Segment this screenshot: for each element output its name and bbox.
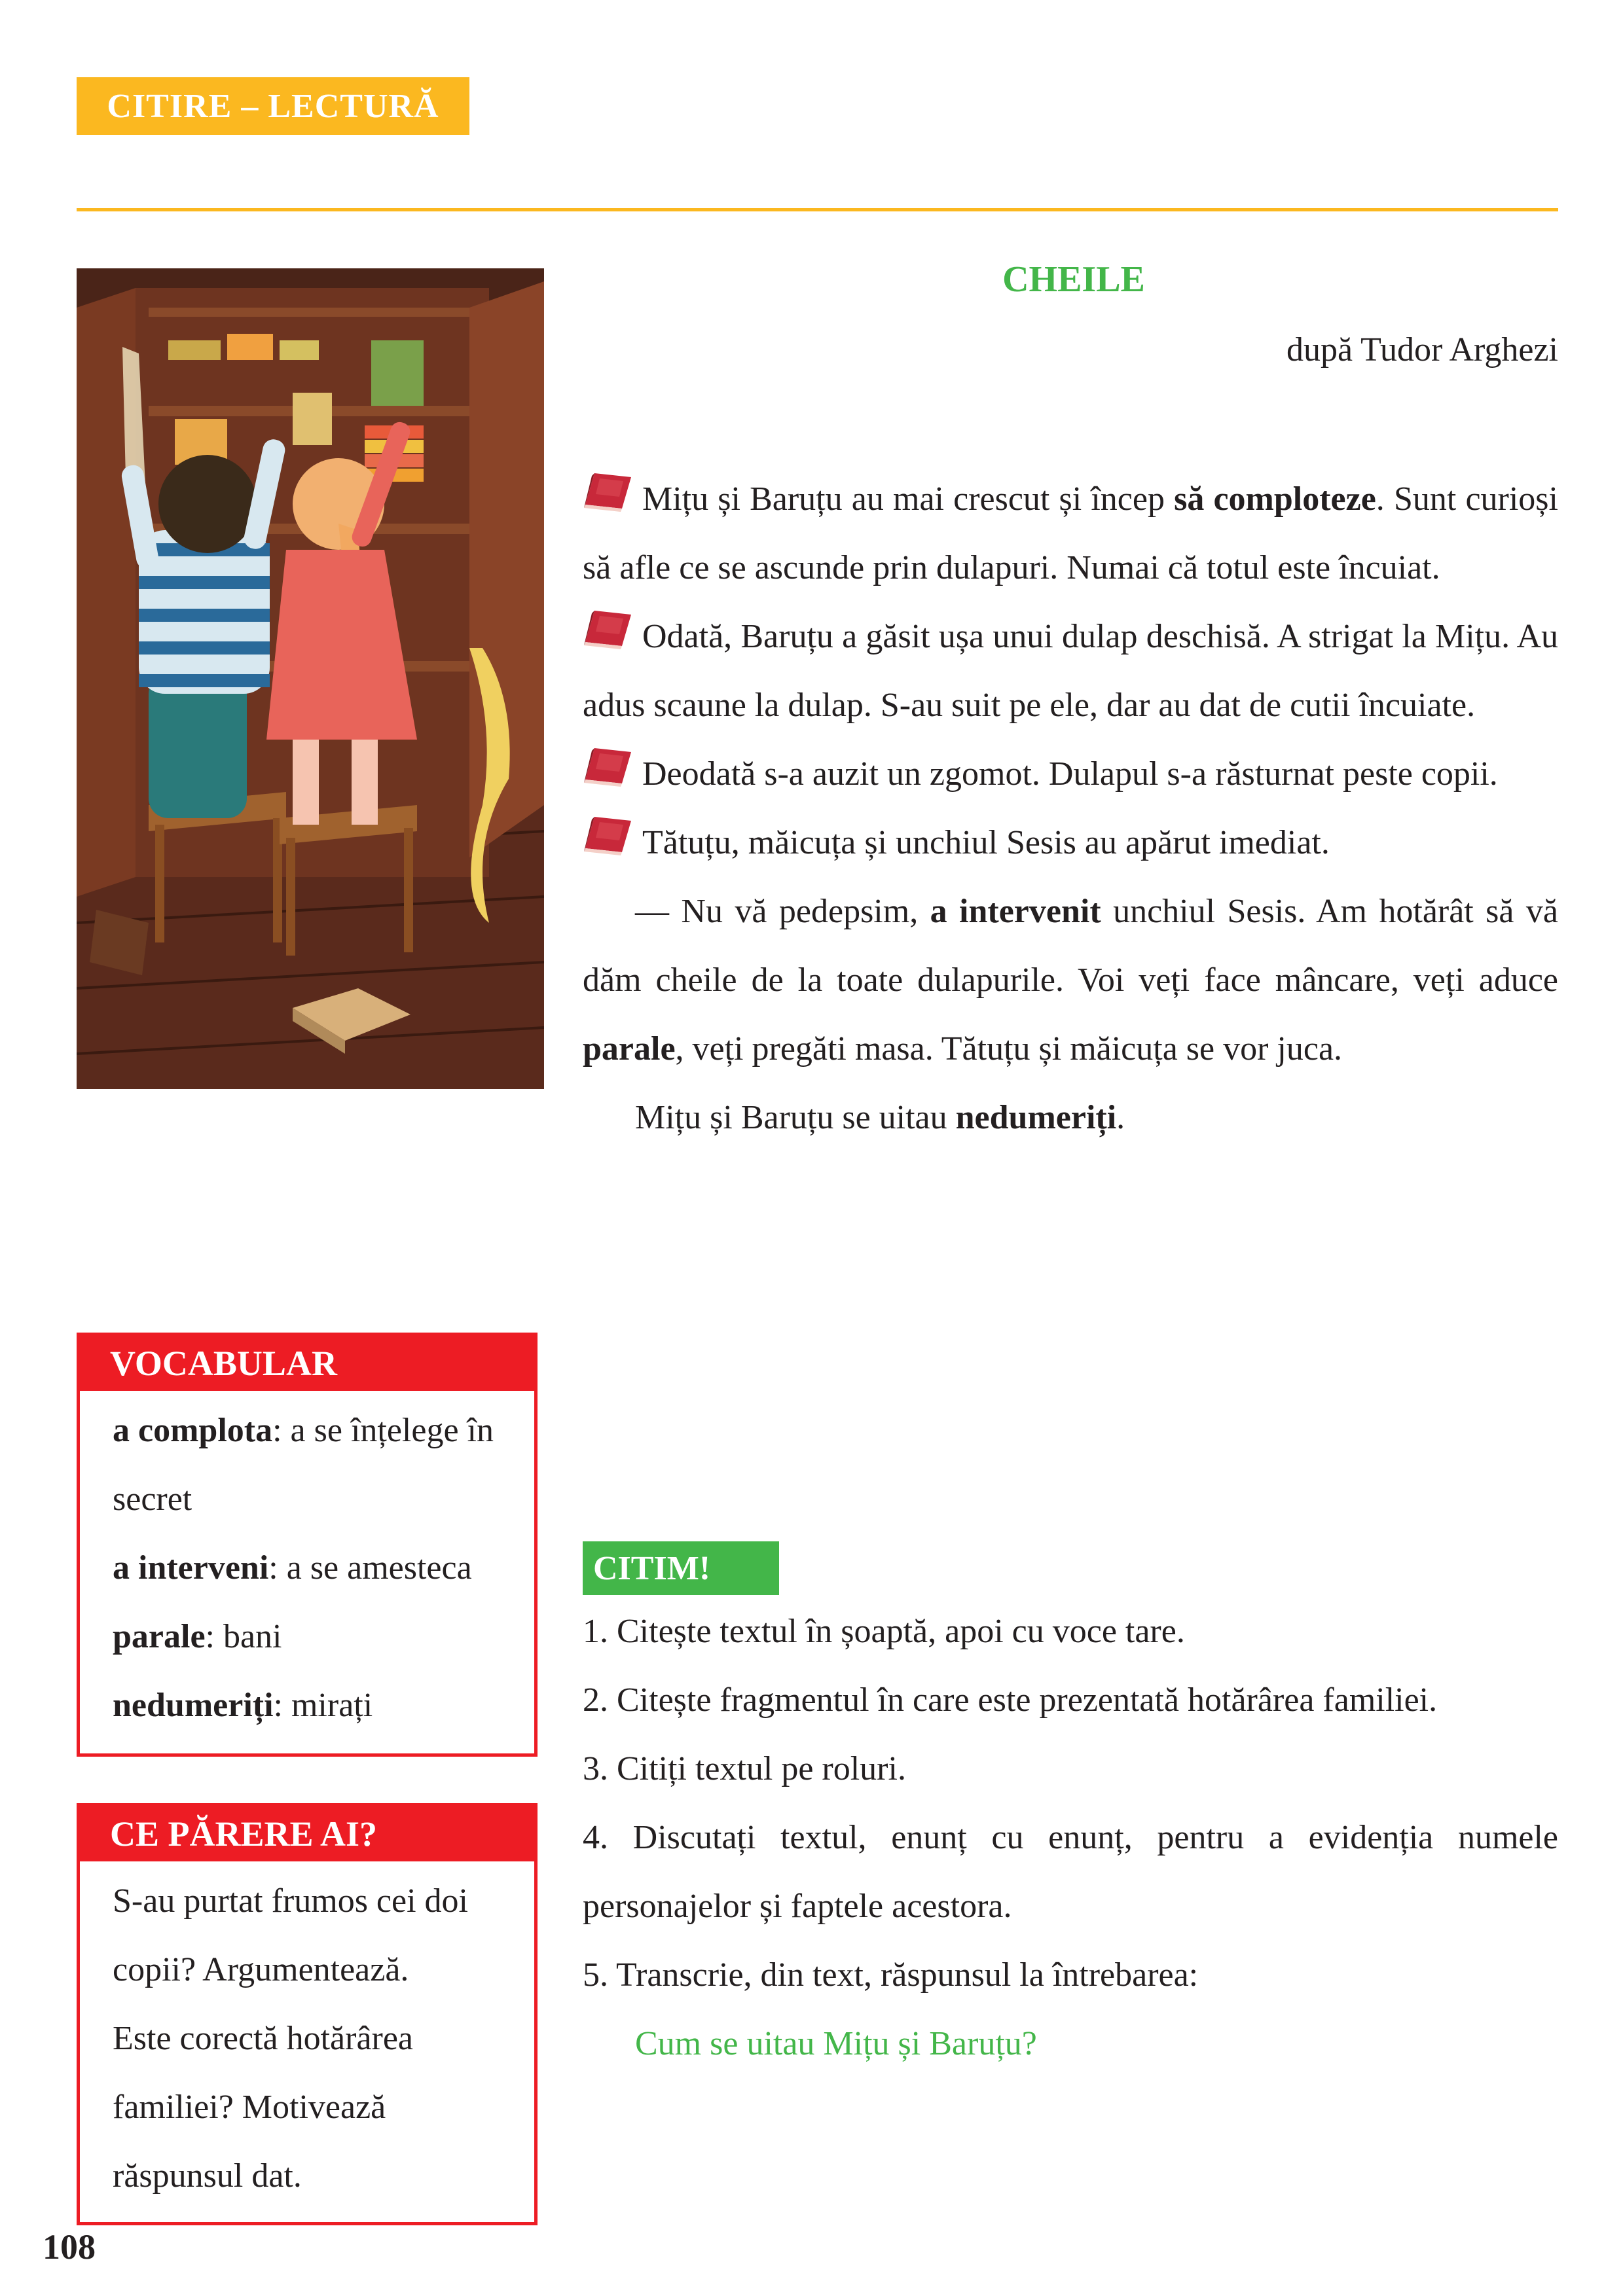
- story-paragraph: [583, 877, 1558, 1083]
- red-book-icon: [583, 471, 632, 512]
- vocab-definition: : a se înțelege în secret: [113, 1412, 494, 1518]
- task-item: 3. Citiți textul pe roluri.: [583, 1750, 906, 1787]
- opinion-question-2: Este corectă hotărârea familiei? Motivează răspunsul dat.: [113, 2020, 414, 2195]
- p5-text-c: unchiul Sesis. Am hotărât să vă dăm cheile de la toate dulapurile. Voi veți face mâncare, veți aduce: [583, 893, 1558, 999]
- vocabulary-item: [113, 1396, 515, 1534]
- vocab-term: nedumeriți: [113, 1687, 274, 1724]
- task-item: 1. Citește textul în șoaptă, apoi cu voce tare.: [583, 1613, 1185, 1650]
- p4-text: Tătuțu, măicuța și unchiul Sesis au apărut imediat.: [642, 824, 1330, 861]
- story-author: după Tudor Arghezi: [1286, 331, 1558, 368]
- story-title: CHEILE: [1002, 259, 1145, 300]
- task-item: 4. Discutați textul, enunț cu enunț, pentru a evidenția numele personajelor și faptele acestora.: [583, 1819, 1558, 1925]
- section-tag: CITIRE – LECTURĂ: [77, 77, 469, 135]
- task-item: 5. Transcrie, din text, răspunsul la întrebarea:: [583, 1956, 1199, 1994]
- story-paragraph: [583, 740, 1558, 808]
- vocab-term: a complota: [113, 1412, 273, 1449]
- page-number: 108: [43, 2227, 96, 2267]
- p5-text-a: — Nu vă pedepsim,: [635, 893, 930, 930]
- opinion-heading: CE PĂRERE AI?: [80, 1806, 534, 1861]
- vocab-definition: : bani: [205, 1618, 282, 1655]
- vocab-term: parale: [113, 1618, 206, 1655]
- story-paragraph: [583, 465, 1558, 602]
- citim-heading: CITIM!: [583, 1541, 779, 1595]
- citim-task-list: [583, 1597, 1558, 2078]
- vocabulary-item: [113, 1534, 515, 1602]
- p6-text-a: Mițu și Baruțu se uitau: [635, 1099, 956, 1136]
- p1-bold: să comploteze: [1174, 480, 1376, 518]
- story-text: [583, 465, 1558, 1152]
- vocab-definition: : a se amesteca: [268, 1549, 472, 1587]
- opinion-question-1: S-au purtat frumos cei doi copii? Argumentează.: [113, 1882, 468, 1988]
- p5-text-e: , veți pregăti masa. Tătuțu și măicuța se vor juca.: [675, 1030, 1343, 1067]
- p5-bold-b: a intervenit: [930, 893, 1101, 930]
- red-book-icon: [583, 814, 632, 856]
- opinion-box: [77, 1803, 538, 2225]
- p2-text: Odată, Baruțu a găsit ușa unui dulap deschisă. A strigat la Mițu. Au adus scaune la dulap. S-au suit pe ele, dar au dat de cutii încuiate.: [583, 618, 1558, 724]
- p1-text-c: . Sunt curioși să afle ce se ascunde prin dulapuri. Numai că totul este încuiat.: [583, 480, 1558, 586]
- red-book-icon: [583, 608, 632, 650]
- story-paragraph: [583, 602, 1558, 740]
- p3-text: Deodată s-a auzit un zgomot. Dulapul s-a răsturnat peste copii.: [642, 755, 1498, 793]
- vocab-definition: : mirați: [273, 1687, 373, 1724]
- story-paragraph: [583, 808, 1558, 877]
- vocabulary-heading: VOCABULAR: [80, 1336, 534, 1391]
- p6-text-c: .: [1116, 1099, 1125, 1136]
- vocab-term: a interveni: [113, 1549, 269, 1587]
- task-question: Cum se uitau Mițu și Baruțu?: [635, 2025, 1037, 2062]
- story-illustration: [77, 268, 544, 1089]
- p6-bold: nedumeriți: [955, 1099, 1117, 1136]
- p5-bold-d: parale: [583, 1030, 676, 1067]
- vocabulary-list: [80, 1391, 534, 1753]
- header-rule: [77, 208, 1558, 211]
- task-item: 2. Citește fragmentul în care este prezentată hotărârea familiei.: [583, 1681, 1438, 1719]
- story-paragraph: [583, 1083, 1558, 1152]
- vocabulary-box: [77, 1333, 538, 1757]
- vocabulary-item: [113, 1671, 515, 1740]
- opinion-text: [80, 1861, 534, 2223]
- p1-text-a: Mițu și Baruțu au mai crescut și încep: [642, 480, 1175, 518]
- red-book-icon: [583, 745, 632, 787]
- vocabulary-item: [113, 1602, 515, 1671]
